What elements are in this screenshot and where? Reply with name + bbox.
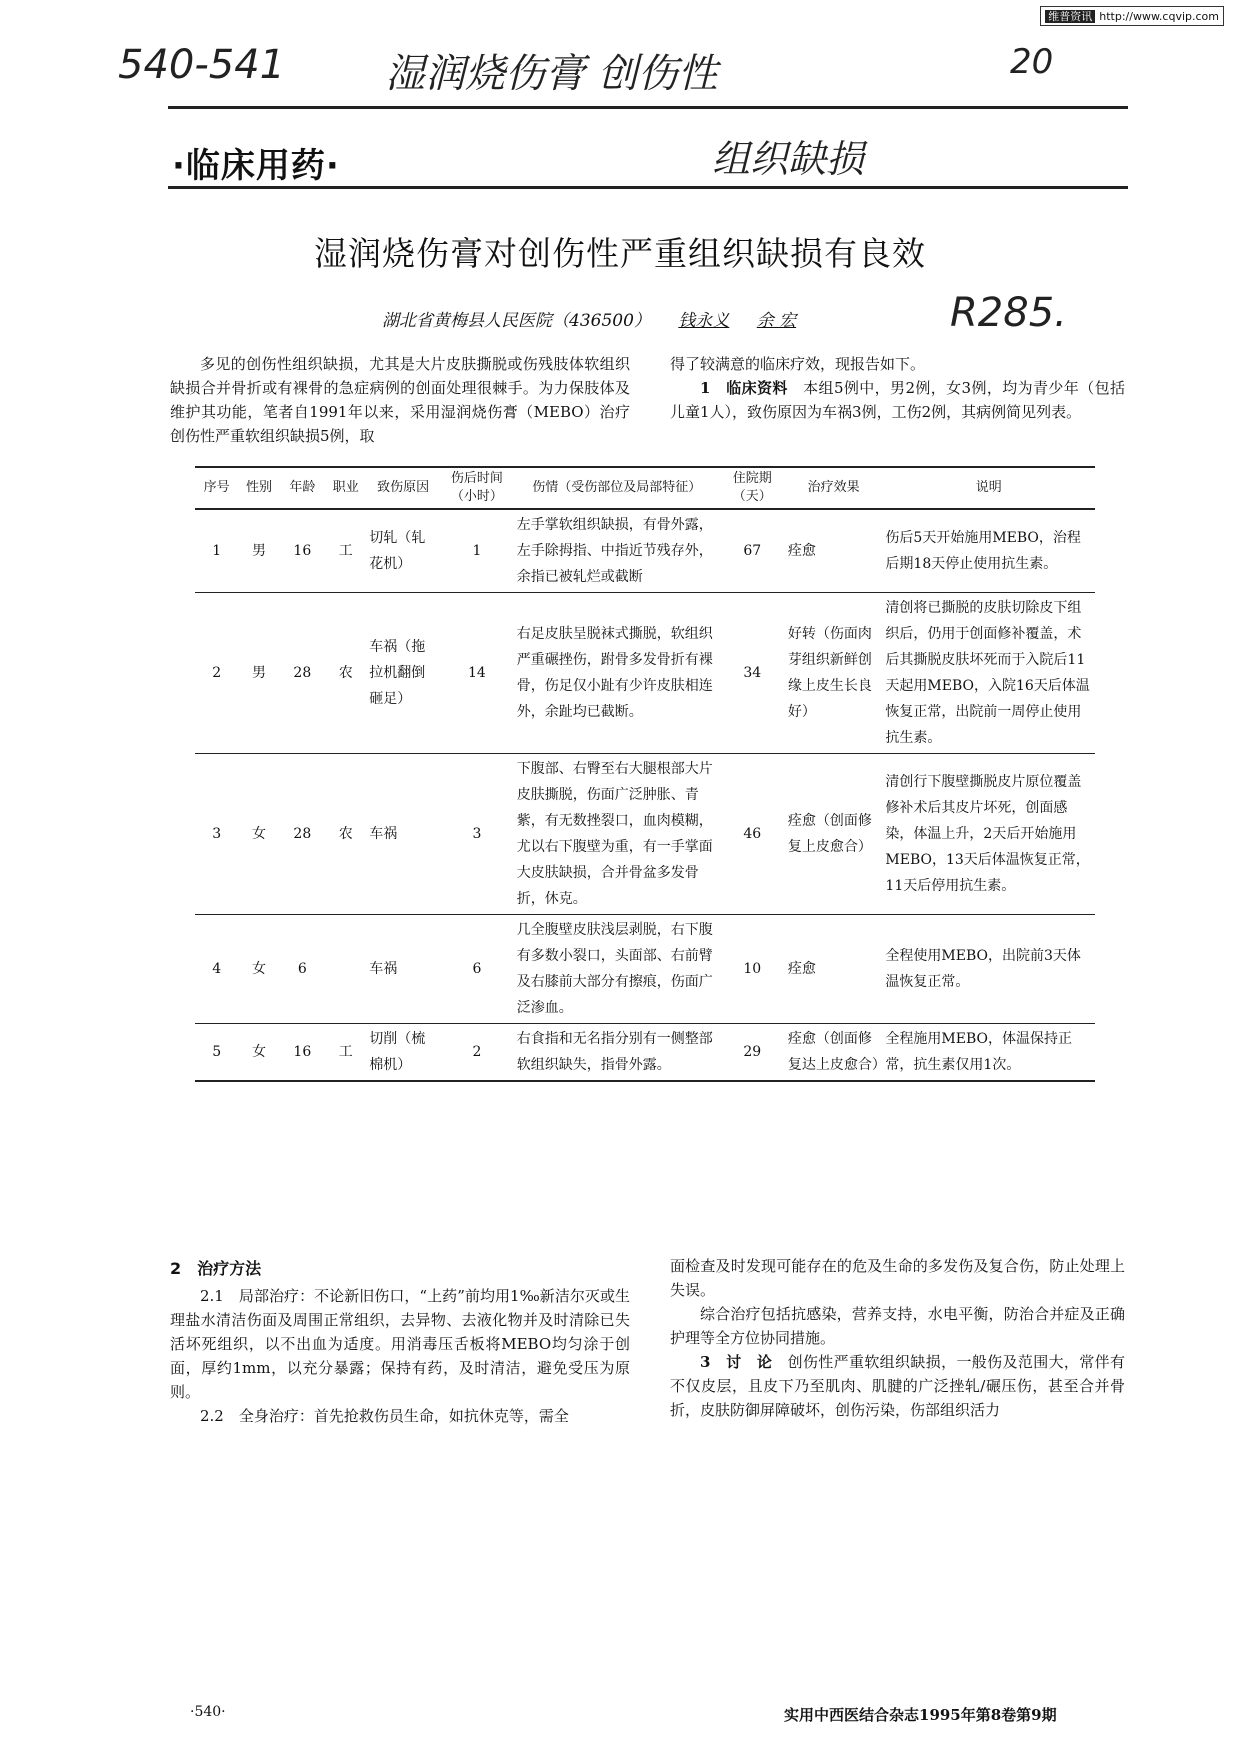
cell-age: 6	[280, 915, 326, 1024]
article-title: 湿润烧伤膏对创伤性严重组织缺损有良效	[314, 234, 926, 273]
clinical-data-paragraph	[670, 376, 1125, 424]
cell-days: 67	[720, 509, 785, 593]
header-days: 住院期（天）	[720, 467, 785, 509]
cell-effect: 痊愈	[785, 509, 883, 593]
header-time: 伤后时间（小时）	[440, 467, 514, 509]
cell-age: 16	[280, 509, 326, 593]
cell-injury: 下腹部、右臀至右大腿根部大片皮肤撕脱，伤面广泛肿胀、青紫，有无数挫裂口，血肉模糊，尤以右下腹壁为重，有一手掌面大皮肤缺损，合并骨盆多发骨折，休克。	[514, 754, 720, 915]
header-no: 序号	[195, 467, 238, 509]
header-effect: 治疗效果	[785, 467, 883, 509]
handwritten-page-mark: 20	[1010, 42, 1054, 82]
cell-job: 农	[325, 593, 366, 754]
paragraph-combined-treatment: 综合治疗包括抗感染，营养支持，水电平衡，防治合并症及正确护理等全方位协同措施。	[670, 1305, 1125, 1347]
cell-cause: 切轧（轧花机）	[366, 509, 440, 593]
cell-cause: 车祸	[366, 915, 440, 1024]
cell-effect: 痊愈	[785, 915, 883, 1024]
cell-cause: 车祸（拖拉机翻倒砸足）	[366, 593, 440, 754]
intro-continued: 得了较满意的临床疗效，现报告如下。	[670, 355, 926, 373]
byline	[382, 306, 818, 331]
cell-time: 6	[440, 915, 514, 1024]
cell-injury: 右食指和无名指分别有一侧整部软组织缺失，指骨外露。	[514, 1024, 720, 1082]
cell-no: 1	[195, 509, 238, 593]
table-row	[195, 915, 1095, 1024]
handwritten-page-range: 540-541	[118, 42, 286, 88]
handwritten-keywords-2: 组织缺损	[712, 137, 865, 181]
badge-url: http://www.cqvip.com	[1099, 10, 1219, 23]
heading-discussion: 3 讨 论	[700, 1353, 773, 1371]
cell-injury: 几全腹壁皮肤浅层剥脱，右下腹有多数小裂口，头面部、右前臂及右膝前大部分有擦痕，伤面广泛渗血。	[514, 915, 720, 1024]
paragraph-discussion	[670, 1350, 1125, 1422]
cell-time: 14	[440, 593, 514, 754]
body-left	[170, 1254, 630, 1428]
affiliation: 湖北省黄梅县人民医院（436500）	[382, 311, 651, 331]
cell-injury: 右足皮肤呈脱袜式撕脱，软组织严重碾挫伤，跗骨多发骨折有裸骨，伤足仅小趾有少许皮肤相连外，余趾均已截断。	[514, 593, 720, 754]
cell-time: 1	[440, 509, 514, 593]
clinical-data-text: 本组5例中，男2例，女3例，均为青少年（包括儿童1人），致伤原因为车祸3例，工伤2例，其病例简见列表。	[670, 379, 1125, 421]
cell-note: 伤后5天开始施用MEBO，治程后期18天停止使用抗生素。	[882, 509, 1095, 593]
intro-left	[170, 352, 630, 448]
cell-note: 清创行下腹壁撕脱皮片原位覆盖修补术后其皮片坏死，创面感染，体温上升，2天后开始施用MEBO，13天后体温恢复正常，11天后停用抗生素。	[882, 754, 1095, 915]
heading-treatment: 2 治疗方法	[170, 1259, 262, 1278]
cell-injury: 左手掌软组织缺损，有骨外露，左手除拇指、中指近节残存外，余指已被轧烂或截断	[514, 509, 720, 593]
header-job: 职业	[325, 467, 366, 509]
journal-citation: 实用中西医结合杂志1995年第8卷第9期	[784, 1706, 1057, 1724]
header-injury: 伤情（受伤部位及局部特征）	[514, 467, 720, 509]
author-1: 钱永义	[678, 311, 730, 331]
cell-job: 工	[325, 509, 366, 593]
cell-sex: 男	[238, 593, 279, 754]
cell-cause: 切削（梳棉机）	[366, 1024, 440, 1082]
cell-no: 3	[195, 754, 238, 915]
source-badge	[1040, 6, 1224, 26]
header-cause: 致伤原因	[366, 467, 440, 509]
header-sex: 性别	[238, 467, 279, 509]
cell-effect: 痊愈（创面修复达上皮愈合）	[785, 1024, 883, 1082]
cell-job: 农	[325, 754, 366, 915]
paragraph-local-treatment	[170, 1284, 630, 1404]
cell-cause: 车祸	[366, 754, 440, 915]
header-age: 年龄	[280, 467, 326, 509]
cell-age: 16	[280, 1024, 326, 1082]
local-treatment-text: 不论新旧伤口，“上药”前均用1‰新洁尔灭或生理盐水清洁伤面及周围正常组织，去异物、去液化物并及时清除已失活坏死组织，以不出血为适度。用消毒压舌板将MEBO均匀涂于创面，厚约1mm，以充分暴露；保持有药，及时清洁，避免受压为原则。	[170, 1287, 630, 1401]
local-treatment-head: 2.1 局部治疗：	[200, 1287, 315, 1305]
cell-days: 10	[720, 915, 785, 1024]
case-table	[195, 466, 1095, 1082]
cell-time: 3	[440, 754, 514, 915]
cell-sex: 女	[238, 1024, 279, 1082]
cell-note: 全程施用MEBO，体温保持正常，抗生素仅用1次。	[882, 1024, 1095, 1082]
paragraph-systemic-treatment	[170, 1404, 630, 1428]
systemic-treatment-head: 2.2 全身治疗：	[200, 1407, 314, 1425]
intro-right	[670, 352, 1125, 424]
table-row	[195, 509, 1095, 593]
handwritten-class-code: R285.	[950, 290, 1067, 336]
cell-days: 34	[720, 593, 785, 754]
intro-paragraph: 多见的创伤性组织缺损，尤其是大片皮肤撕脱或伤残肢体软组织缺损合并骨折或有裸骨的急症病例的创面处理很棘手。为力保肢体及维护其功能，笔者自1991年以来，采用湿润烧伤膏（MEBO）治疗创伤性严重软组织缺损5例，取	[170, 355, 630, 445]
cell-job: 工	[325, 1024, 366, 1082]
section-label: ·临床用药·	[172, 146, 340, 186]
cell-age: 28	[280, 593, 326, 754]
header-rule-bottom	[168, 186, 1128, 189]
cell-days: 29	[720, 1024, 785, 1082]
table-row	[195, 593, 1095, 754]
badge-site: 维普资讯	[1045, 10, 1095, 23]
page-number: ·540·	[190, 1704, 226, 1720]
cell-sex: 女	[238, 754, 279, 915]
table-row	[195, 754, 1095, 915]
header-note: 说明	[882, 467, 1095, 509]
cell-effect: 痊愈（创面修复上皮愈合）	[785, 754, 883, 915]
table-header-row	[195, 467, 1095, 509]
cell-note: 全程使用MEBO，出院前3天体温恢复正常。	[882, 915, 1095, 1024]
body-right	[670, 1254, 1125, 1422]
cell-note: 清创将已撕脱的皮肤切除皮下组织后，仍用于创面修补覆盖，术后其撕脱皮肤坏死而于入院后11天起用MEBO，入院16天后体温恢复正常，出院前一周停止使用抗生素。	[882, 593, 1095, 754]
cell-time: 2	[440, 1024, 514, 1082]
table-row	[195, 1024, 1095, 1082]
cell-job	[325, 915, 366, 1024]
cell-sex: 男	[238, 509, 279, 593]
cell-no: 2	[195, 593, 238, 754]
header-rule-top	[168, 106, 1128, 109]
cell-no: 4	[195, 915, 238, 1024]
handwritten-keywords-1: 湿润烧伤膏 创伤性	[385, 51, 718, 97]
cell-sex: 女	[238, 915, 279, 1024]
cell-effect: 好转（伤面肉芽组织新鲜创缘上皮生长良好）	[785, 593, 883, 754]
cell-days: 46	[720, 754, 785, 915]
clinical-data-heading: 1 临床资料	[700, 379, 788, 397]
systemic-treatment-text: 首先抢救伤员生命，如抗休克等，需全	[313, 1407, 569, 1425]
cell-no: 5	[195, 1024, 238, 1082]
cell-age: 28	[280, 754, 326, 915]
discussion-text: 创伤性严重软组织缺损，一般伤及范围大，常伴有不仅皮层，且皮下乃至肌肉、肌腱的广泛挫轧/碾压伤，甚至合并骨折，皮肤防御屏障破坏，创伤污染，伤部组织活力	[670, 1353, 1125, 1419]
author-2: 余 宏	[756, 311, 797, 331]
paragraph-systemic-cont: 面检查及时发现可能存在的危及生命的多发伤及复合伤，防止处理上失误。	[670, 1257, 1125, 1299]
